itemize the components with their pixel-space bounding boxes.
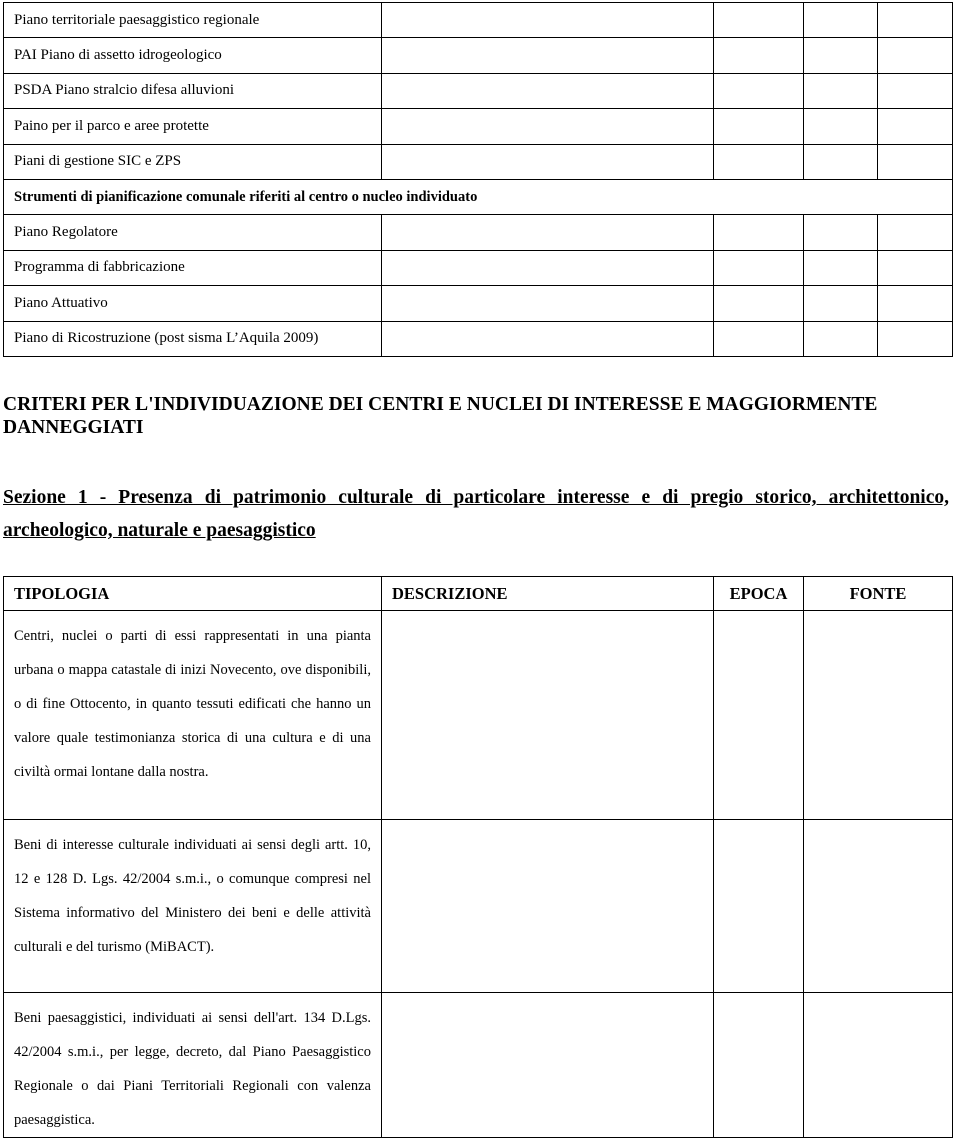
column-header-epoca: EPOCA [714,577,804,611]
table-row [4,993,953,1138]
table-cell[interactable] [804,321,878,356]
table-row [4,250,953,285]
table-cell[interactable] [804,250,878,285]
plan-label: PAI Piano di assetto idrogeologico [4,38,382,73]
table-cell[interactable] [382,38,714,73]
table-cell[interactable] [878,286,953,321]
plan-label: Piano Regolatore [4,215,382,250]
heritage-table [3,576,953,1138]
plan-label: Piano territoriale paesaggistico regionale [4,3,382,38]
table-cell[interactable] [714,73,804,108]
plan-label: Piano Attuativo [4,286,382,321]
fonte-cell[interactable] [804,993,953,1138]
table-cell[interactable] [382,73,714,108]
fonte-cell[interactable] [804,820,953,993]
table-cell[interactable] [804,109,878,144]
epoca-cell[interactable] [714,611,804,820]
tipologia-text: Beni paesaggistici, individuati ai sensi dell'art. 134 D.Lgs. 42/2004 s.m.i., per legge, decreto, dal Piano Paesaggistico Regionale o dai Piani Territoriali Regionali con valenza paesaggistica. [4,993,382,1138]
plan-label: PSDA Piano stralcio difesa alluvioni [4,73,382,108]
table-cell[interactable] [714,109,804,144]
table-cell[interactable] [878,109,953,144]
descrizione-cell[interactable] [382,611,714,820]
table-cell[interactable] [878,321,953,356]
tipologia-text: Beni di interesse culturale individuati ai sensi degli artt. 10, 12 e 128 D. Lgs. 42/2004 s.m.i., o comunque compresi nel Sistema informativo del Ministero dei beni e delle attività culturali e del turismo (MiBACT). [4,820,382,993]
table-cell[interactable] [804,286,878,321]
table-row [4,820,953,993]
plan-label: Paino per il parco e aree protette [4,109,382,144]
section-header: Strumenti di pianificazione comunale riferiti al centro o nucleo individuato [4,179,953,214]
epoca-cell[interactable] [714,820,804,993]
table-cell[interactable] [714,321,804,356]
table-cell[interactable] [382,250,714,285]
table-cell[interactable] [382,144,714,179]
descrizione-cell[interactable] [382,993,714,1138]
fonte-cell[interactable] [804,611,953,820]
table-cell[interactable] [714,286,804,321]
table-cell[interactable] [878,144,953,179]
table-cell[interactable] [714,144,804,179]
table-row [4,321,953,356]
table-cell[interactable] [382,215,714,250]
table-cell[interactable] [878,250,953,285]
table-cell[interactable] [804,38,878,73]
table-cell[interactable] [714,38,804,73]
table-cell[interactable] [878,38,953,73]
section-row [4,179,953,214]
plan-label: Piano di Ricostruzione (post sisma L’Aquila 2009) [4,321,382,356]
table-cell[interactable] [804,144,878,179]
table-cell[interactable] [804,215,878,250]
column-header-descrizione: DESCRIZIONE [382,577,714,611]
table-cell[interactable] [382,286,714,321]
table-row [4,3,953,38]
table-row [4,215,953,250]
planning-instruments-table [3,2,953,357]
table-cell[interactable] [714,250,804,285]
table-row [4,611,953,820]
table-cell[interactable] [878,73,953,108]
header-row [4,577,953,611]
descrizione-cell[interactable] [382,820,714,993]
plan-label: Piani di gestione SIC e ZPS [4,144,382,179]
criteria-heading: CRITERI PER L'INDIVIDUAZIONE DEI CENTRI E NUCLEI DI INTERESSE E MAGGIORMENTE DANNEGGIATI [3,394,878,438]
table-cell[interactable] [714,215,804,250]
plan-label: Programma di fabbricazione [4,250,382,285]
table-cell[interactable] [382,109,714,144]
tipologia-text: Centri, nuclei o parti di essi rappresentati in una pianta urbana o mappa catastale di inizi Novecento, ove disponibili, o di fine Ottocento, in quanto tessuti edificati che hanno un valore quale testimonianza storica di una cultura e di una civiltà ormai lontane dalla nostra. [4,611,382,820]
table-cell[interactable] [714,3,804,38]
column-header-tipologia: TIPOLOGIA [4,577,382,611]
table-row [4,38,953,73]
section-title: Sezione 1 - Presenza di patrimonio culturale di particolare interesse e di pregio storico, architettonico, archeologico, naturale e paesaggistico [3,487,949,541]
epoca-cell[interactable] [714,993,804,1138]
table-cell[interactable] [878,3,953,38]
table-cell[interactable] [804,73,878,108]
table-cell[interactable] [382,321,714,356]
column-header-fonte: FONTE [804,577,953,611]
table-row [4,73,953,108]
table-cell[interactable] [382,3,714,38]
table-row [4,144,953,179]
table-row [4,286,953,321]
table-row [4,109,953,144]
table-cell[interactable] [878,215,953,250]
table-cell[interactable] [804,3,878,38]
